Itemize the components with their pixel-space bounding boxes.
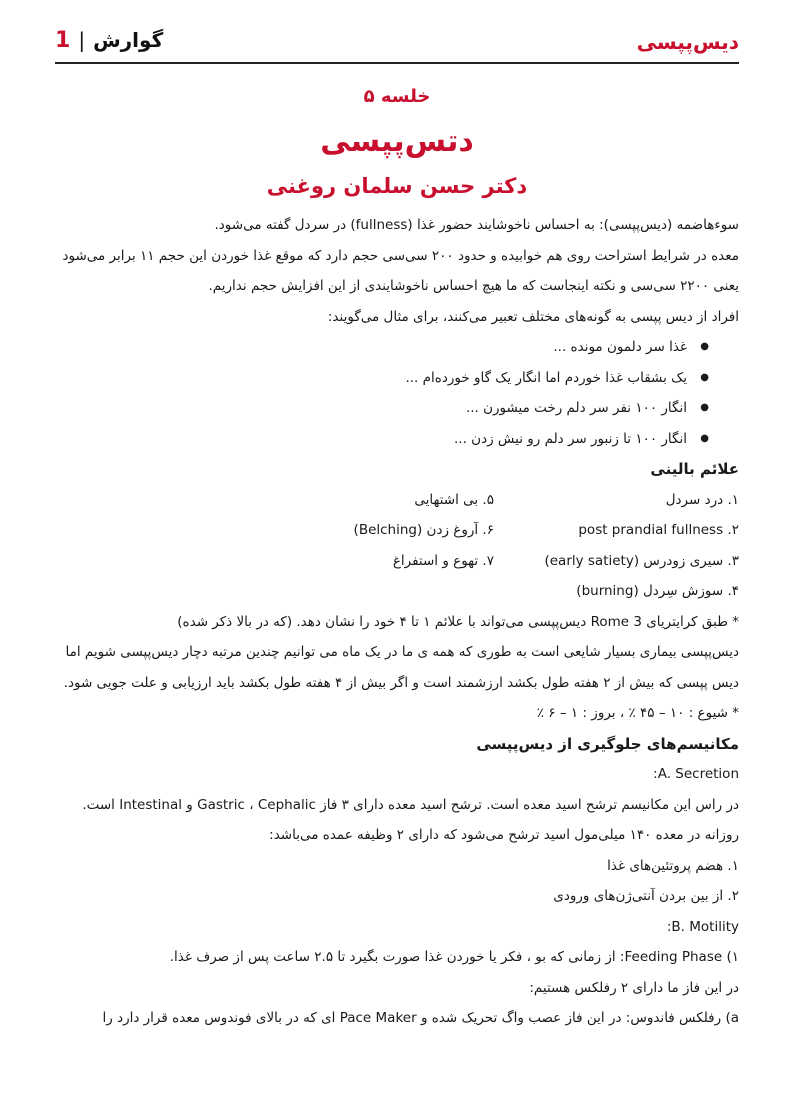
list-item: ● انگار ۱۰۰ نفر سر دلم رخت میشورن ... <box>55 393 687 424</box>
motility-heading: B. Motility: <box>666 918 739 935</box>
document-body <box>55 210 739 1034</box>
symptoms-heading: علائم بالینی <box>650 460 739 478</box>
symptom-item: ۷. تهوع و استفراغ <box>392 552 494 569</box>
header-brand: دیس‌پپسی <box>636 30 739 54</box>
symptom-item: ۴. سوزش سِردل (burning) <box>576 583 739 599</box>
header-report-label: گوارش <box>93 28 164 52</box>
session-label: خلسه ۵ <box>363 86 431 107</box>
list-item: ● انگار ۱۰۰ تا زنبور سر دلم رو نیش زدن ... <box>55 424 687 455</box>
secretion-heading: A. Secretion: <box>653 766 739 782</box>
page-number: 1 <box>55 28 71 53</box>
author-name: دکتر حسن سلمان روغنی <box>266 174 528 198</box>
motility-line: در این فاز ما دارای ۲ رفلکس هستیم: <box>529 979 739 996</box>
intro-line: سوءهاضمه (دیس‌پپسی): به احساس ناخوشایند حضور غذا (fullness) در سردل گفته می‌شود. <box>214 217 739 233</box>
expressions-list <box>55 332 739 454</box>
header-report: گوارش|1 <box>55 28 164 53</box>
mechanisms-heading: مکانیسم‌های جلوگیری از دیس‌پپسی <box>476 734 739 753</box>
secretion-line: ۱. هضم پروتئین‌های غذا <box>607 857 739 874</box>
prevalence-line: دیس پپسی که بیش از ۲ هفته طول بکشد ارزشمند است و اگر بیش از ۴ هفته طول بکشد باید ارزیابی و علت جویی شود. <box>63 674 739 691</box>
prevalence-line: دیس‌پپسی بیماری بسیار شایعی است به طوری که همه ی ما در یک ماه می توانیم چندین مرتبه دچار دیس‌پپسی شویم اما <box>65 644 739 660</box>
secretion-line: ۲. از بین بردن آنتی‌ژن‌های ورودی <box>553 888 739 904</box>
motility-line: ۱) Feeding Phase: از زمانی که بو ، فکر یا خوردن غذا صورت بگیرد تا ۲.۵ ساعت پس از صرف غذا. <box>169 949 739 965</box>
secretion-line: روزانه در معده ۱۴۰ میلی‌مول اسید ترشح می‌شود که دارای ۲ وظیفه عمده می‌باشد: <box>269 827 739 843</box>
symptom-item: ۳. سیری زودرس (early satiety) <box>544 552 739 569</box>
page-title: دتس‌پپسی <box>320 124 474 159</box>
list-item: ● غذا سر دلمون مونده ... <box>55 332 687 363</box>
prevalence-note: * شیوع : ۱۰ – ۴۵ ٪ ، بروز : ۱ – ۶ ٪ <box>536 705 739 721</box>
secretion-line: در راس این مکانیسم ترشح اسید معده است. ترشح اسید معده دارای ۳ فاز Gastric ، Cephalic و Intestinal است. <box>82 796 739 813</box>
motility-line: a) رفلکس فاندوس: در این فاز عصب واگ تحریک شده و Pace Maker ای که در بالای فوندوس معده قرار دارد را <box>102 1010 739 1026</box>
list-item: ● یک بشقاب غذا خوردم اما انگار یک گاو خورده‌ام ... <box>55 363 687 394</box>
page-header <box>55 26 739 64</box>
symptoms-grid <box>55 485 739 607</box>
symptom-item: ۵. بی اشتهایی <box>414 491 494 508</box>
intro-line: معده در شرایط استراحت روی هم خوابیده و حدود ۲۰۰ سی‌سی حجم دارد که موقع غذا خوردن این حجم ۱۱ برابر می‌شود <box>62 247 739 264</box>
symptom-item: ۶. آروغ زدن (Belching) <box>353 522 494 538</box>
intro-line: یعنی ۲۲۰۰ سی‌سی و نکته اینجاست که ما هیچ احساس ناخوشایندی از این افزایش حجم نداریم. <box>208 278 739 294</box>
intro-line: افراد از دیس پپسی به گونه‌های مختلف تعبیر می‌کنند، برای مثال می‌گویند: <box>327 308 739 325</box>
rome-note: * طبق کرایتریای Rome 3 دیس‌پپسی می‌تواند با علائم ۱ تا ۴ خود را نشان دهد. (که در بالا ذکر شده) <box>177 613 739 630</box>
symptom-item: ۲. post prandial fullness <box>578 522 739 538</box>
symptom-item: ۱. درد سردل <box>665 491 739 508</box>
